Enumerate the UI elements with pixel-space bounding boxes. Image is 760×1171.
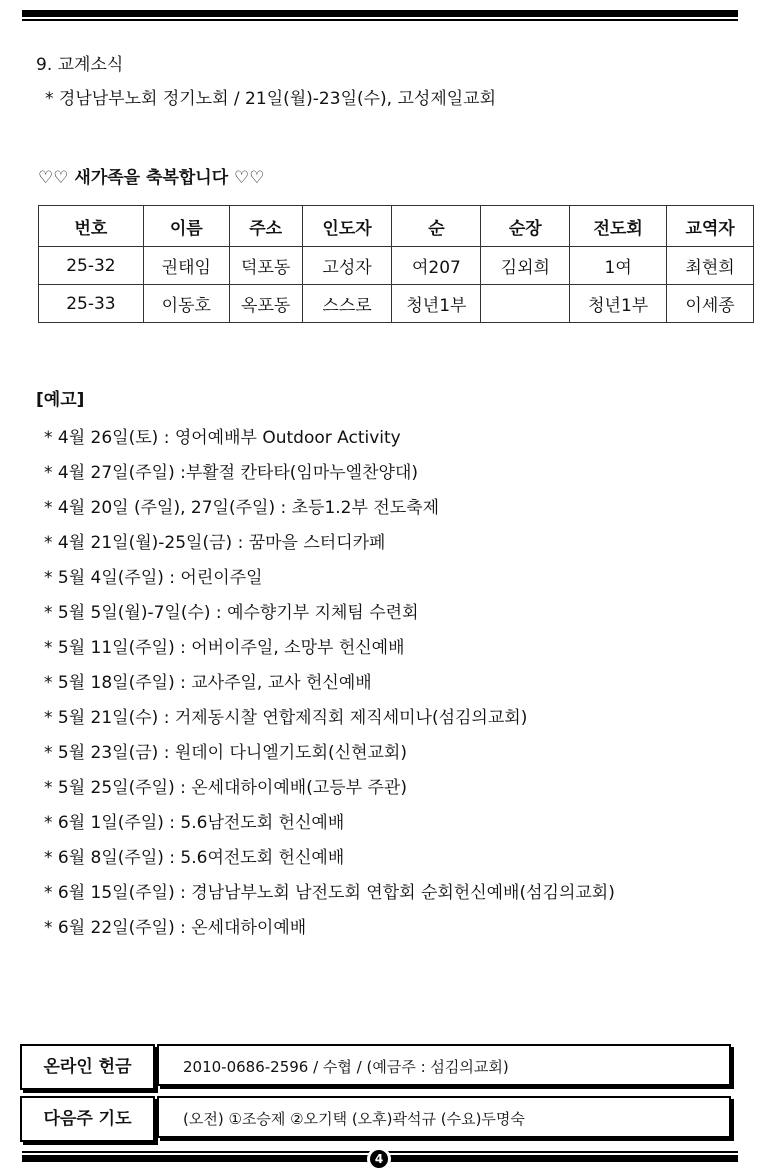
- header-guide: 인도자: [302, 206, 392, 247]
- header-address: 주소: [229, 206, 302, 247]
- list-item: * 6월 15일(주일) : 경남남부노회 남전도회 연합회 순회헌신예배(섬김의교회): [44, 883, 615, 903]
- new-family-table: [38, 205, 754, 323]
- table-cell: 권태임: [143, 247, 229, 285]
- table-cell: 여207: [392, 247, 481, 285]
- table-cell: 고성자: [302, 247, 392, 285]
- online-offering-label: 온라인 헌금: [20, 1044, 155, 1090]
- table-row: [39, 285, 754, 323]
- header-mission-society: 전도회: [570, 206, 667, 247]
- list-item: * 5월 11일(주일) : 어버이주일, 소망부 헌신예배: [44, 638, 405, 658]
- list-item: * 4월 26일(토) : 영어예배부 Outdoor Activity: [44, 428, 401, 448]
- notice-list: [44, 423, 615, 948]
- new-family-title: ♡♡ 새가족을 축복합니다 ♡♡: [38, 168, 265, 188]
- table-cell: 청년1부: [570, 285, 667, 323]
- list-item: * 6월 8일(주일) : 5.6여전도회 헌신예배: [44, 848, 345, 868]
- list-item: * 5월 4일(주일) : 어린이주일: [44, 568, 263, 588]
- table-cell: 최현희: [667, 247, 754, 285]
- list-item: * 6월 1일(주일) : 5.6남전도회 헌신예배: [44, 813, 345, 833]
- header-group: 순: [392, 206, 481, 247]
- list-item: * 5월 21일(수) : 거제동시찰 연합제직회 제직세미나(섬김의교회): [44, 708, 528, 728]
- table-row: [39, 247, 754, 285]
- church-news-item: * 경남남부노회 정기노회 / 21일(월)-23일(수), 고성제일교회: [45, 89, 497, 109]
- table-cell: 1여: [570, 247, 667, 285]
- table-cell: 이세종: [667, 285, 754, 323]
- table-header-row: [39, 206, 754, 247]
- list-item: * 4월 27일(주일) :부활절 칸타타(임마누엘찬양대): [44, 463, 418, 483]
- table-cell: 이동호: [143, 285, 229, 323]
- table-cell: 김외희: [481, 247, 570, 285]
- next-week-prayer-label: 다음주 기도: [20, 1096, 155, 1142]
- next-week-prayer-info: (오전) ①조승제 ②오기택 (오후)곽석규 (수요)두명숙: [157, 1096, 731, 1138]
- table-cell: 25-33: [39, 285, 144, 323]
- header-group-leader: 순장: [481, 206, 570, 247]
- header-pastor: 교역자: [667, 206, 754, 247]
- page-number: 4: [370, 1150, 388, 1168]
- table-cell: [481, 285, 570, 323]
- list-item: * 5월 23일(금) : 원데이 다니엘기도회(신현교회): [44, 743, 407, 763]
- notice-title: [예고]: [36, 390, 85, 410]
- list-item: * 5월 5일(월)-7일(수) : 예수향기부 지체팀 수련회: [44, 603, 419, 623]
- table-cell: 스스로: [302, 285, 392, 323]
- list-item: * 5월 25일(주일) : 온세대하이예배(고등부 주관): [44, 778, 407, 798]
- table-cell: 옥포동: [229, 285, 302, 323]
- list-item: * 4월 21일(월)-25일(금) : 꿈마을 스터디카페: [44, 533, 386, 553]
- table-cell: 청년1부: [392, 285, 481, 323]
- list-item: * 5월 18일(주일) : 교사주일, 교사 헌신예배: [44, 673, 372, 693]
- header-name: 이름: [143, 206, 229, 247]
- church-news-title: 9. 교계소식: [36, 55, 124, 75]
- list-item: * 6월 22일(주일) : 온세대하이예배: [44, 918, 307, 938]
- header-number: 번호: [39, 206, 144, 247]
- list-item: * 4월 20일 (주일), 27일(주일) : 초등1.2부 전도축제: [44, 498, 440, 518]
- table-cell: 덕포동: [229, 247, 302, 285]
- online-offering-info: 2010-0686-2596 / 수협 / (예금주 : 섬김의교회): [157, 1044, 731, 1086]
- top-border: [22, 10, 738, 21]
- table-cell: 25-32: [39, 247, 144, 285]
